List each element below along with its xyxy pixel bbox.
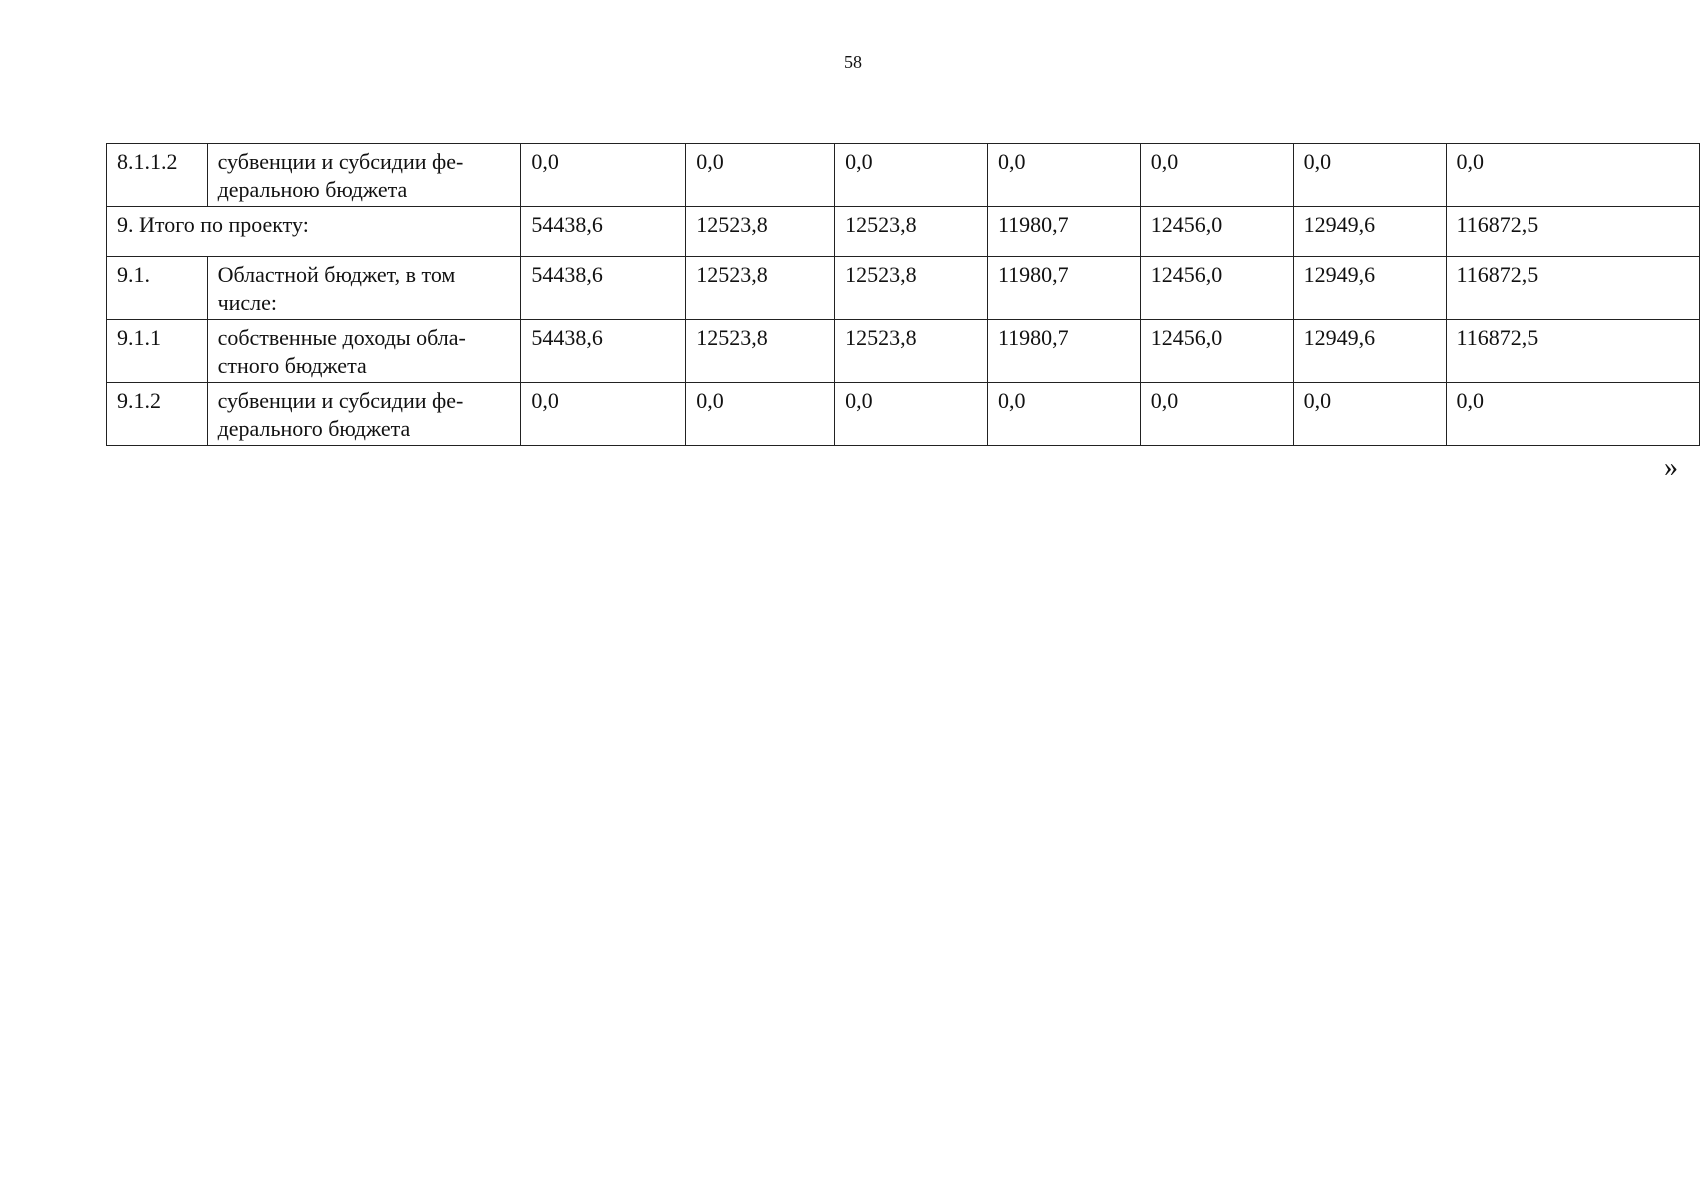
- table-total-row: [107, 207, 1700, 257]
- value-cell: 0,0: [686, 383, 835, 446]
- value-cell: 12523,8: [686, 320, 835, 383]
- value-cell: 12949,6: [1293, 257, 1446, 320]
- page-number: 58: [844, 52, 862, 72]
- value-cell: 11980,7: [987, 257, 1140, 320]
- value-cell: 0,0: [1140, 144, 1293, 207]
- table-row: [107, 383, 1700, 446]
- table-row: [107, 320, 1700, 383]
- value-cell: 0,0: [835, 383, 988, 446]
- value-cell: 54438,6: [521, 257, 686, 320]
- table-row: [107, 257, 1700, 320]
- value-cell: 12523,8: [835, 320, 988, 383]
- value-cell: 11980,7: [987, 207, 1140, 257]
- value-cell: 116872,5: [1446, 257, 1699, 320]
- value-cell: 0,0: [1293, 144, 1446, 207]
- value-cell: 116872,5: [1446, 320, 1699, 383]
- value-cell: 12523,8: [835, 207, 988, 257]
- closing-quote-mark: »: [1664, 452, 1678, 483]
- row-label: 9. Итого по проекту:: [107, 207, 521, 257]
- value-cell: 12949,6: [1293, 320, 1446, 383]
- row-code: 9.1.1: [107, 320, 208, 383]
- row-code: 8.1.1.2: [107, 144, 208, 207]
- table-body: [107, 144, 1700, 446]
- row-label: субвенции и субсидии фе-дерального бюджета: [207, 383, 521, 446]
- value-cell: 116872,5: [1446, 207, 1699, 257]
- value-cell: 0,0: [1446, 144, 1699, 207]
- value-cell: 0,0: [987, 144, 1140, 207]
- row-code: 9.1.2: [107, 383, 208, 446]
- value-cell: 54438,6: [521, 207, 686, 257]
- value-cell: 0,0: [1293, 383, 1446, 446]
- value-cell: 12523,8: [686, 257, 835, 320]
- budget-table: [106, 143, 1700, 446]
- value-cell: 12456,0: [1140, 257, 1293, 320]
- value-cell: 0,0: [1446, 383, 1699, 446]
- value-cell: 0,0: [521, 383, 686, 446]
- row-label: субвенции и субсидии фе-деральною бюджета: [207, 144, 521, 207]
- table-row: [107, 144, 1700, 207]
- value-cell: 0,0: [686, 144, 835, 207]
- row-label: Областной бюджет, в том числе:: [207, 257, 521, 320]
- value-cell: 0,0: [835, 144, 988, 207]
- value-cell: 12523,8: [686, 207, 835, 257]
- value-cell: 12456,0: [1140, 320, 1293, 383]
- value-cell: 12949,6: [1293, 207, 1446, 257]
- value-cell: 12523,8: [835, 257, 988, 320]
- value-cell: 0,0: [521, 144, 686, 207]
- value-cell: 54438,6: [521, 320, 686, 383]
- value-cell: 0,0: [987, 383, 1140, 446]
- row-label: собственные доходы обла-стного бюджета: [207, 320, 521, 383]
- value-cell: 12456,0: [1140, 207, 1293, 257]
- value-cell: 0,0: [1140, 383, 1293, 446]
- row-code: 9.1.: [107, 257, 208, 320]
- value-cell: 11980,7: [987, 320, 1140, 383]
